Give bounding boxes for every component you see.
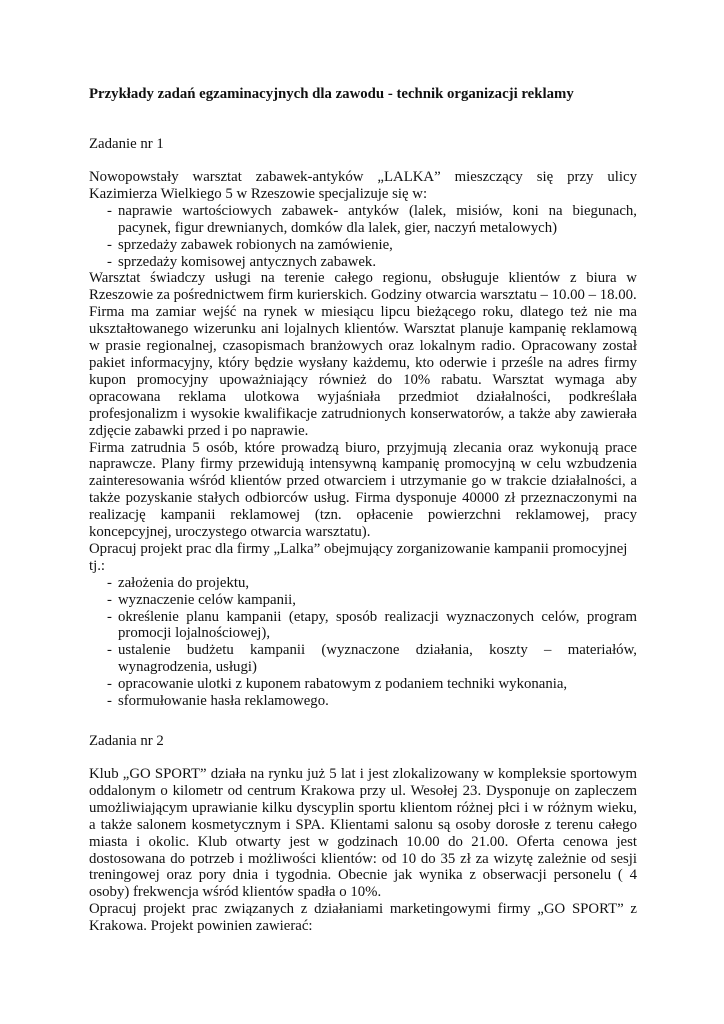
task1-body <box>89 169 637 710</box>
task2-paragraph-2: Opracuj projekt prac związanych z działaniami marketingowymi firmy „GO SPORT” z Krakowa. Projekt powinien zawierać: <box>89 901 637 935</box>
task1-paragraph-2: Firma ma zamiar wejść na rynek w miesiącu lipcu bieżącego roku, dlatego też nie ma ukształtowanego wizerunku ani lojalnych klientów. Warsztat planuje kampanię reklamową w prasie regionalnej, czasopismach branżowych oraz lokalnym radio. Opracowany został pakiet informacyjny, który będzie wysłany każdemu, kto oderwie i prześle na adres firmy kupon promocyjny upoważniający również do 10% rabatu. Warsztat wymaga aby opracowana reklama ulotkowa wyjaśniała przedmiot działalności, podkreślała profesjonalizm i wysokie kwalifikacje zatrudnionych konserwatorów, a także aby zawierała zdjęcie zabawki przed i po naprawie. <box>89 304 637 439</box>
task1-paragraph-3: Firma zatrudnia 5 osób, które prowadzą biuro, przyjmują zlecania oraz wykonują prace naprawcze. Plany firmy przewidują intensywną kampanię promocyjną w celu wzbudzenia zainteresowania wśród klientów przed otwarciem i utrzymanie go w trakcie działalności, a także pozyskanie stałych odbiorców usług. Firma dysponuje 40000 zł przeznaczonymi na realizację kampanii reklamowej (tzn. opłacenie powierzchni reklamowej, pracy koncepcyjnej, uroczystego otwarcia warsztatu). <box>89 439 637 541</box>
list-item: - naprawie wartościowych zabawek- antyków (lalek, misiów, koni na biegunach, pacynek, figur drewnianych, domków dla lalek, gier, naczyń metalowych) <box>89 203 637 237</box>
task1-heading: Zadanie nr 1 <box>89 136 164 152</box>
list-item: - sformułowanie hasła reklamowego. <box>89 693 637 710</box>
task1-paragraph-4: Opracuj projekt prac dla firmy „Lalka” obejmujący zorganizowanie kampanii promocyjnej tj.: <box>89 540 628 574</box>
list-item: - założenia do projektu, <box>89 575 637 592</box>
list-item: - sprzedaży komisowej antycznych zabawek. <box>89 254 637 271</box>
list-item: - określenie planu kampanii (etapy, sposób realizacji wyznaczonych celów, program promocji lojalnościowej), <box>89 609 637 643</box>
document-title: Przykłady zadań egzaminacyjnych dla zawodu - technik organizacji reklamy <box>89 86 574 102</box>
list-item: - wyznaczenie celów kampanii, <box>89 592 637 609</box>
list-item: - sprzedaży zabawek robionych na zamówienie, <box>89 237 637 254</box>
list-item: - opracowanie ulotki z kuponem rabatowym z podaniem techniki wykonania, <box>89 676 637 693</box>
list-item: - ustalenie budżetu kampanii (wyznaczone działania, koszty – materiałów, wynagrodzenia, usługi) <box>89 642 637 676</box>
task2-heading: Zadania nr 2 <box>89 733 164 749</box>
task1-paragraph-1: Warsztat świadczy usługi na terenie całego regionu, obsługuje klientów z biura w Rzeszowie za pośrednictwem firm kurierskich. Godziny otwarcia warsztatu – 10.00 – 18.00. <box>89 270 637 304</box>
task1-intro: Nowopowstały warsztat zabawek-antyków „LALKA” mieszczący się przy ulicy Kazimierza Wielkiego 5 w Rzeszowie specjalizuje się w: <box>89 169 637 202</box>
task1-requirements-list <box>89 575 637 710</box>
task2-paragraph-1: Klub „GO SPORT” działa na rynku już 5 lat i jest zlokalizowany w kompleksie sportowym oddalonym o kilometr od centrum Krakowa przy ul. Wesołej 23. Dysponuje on zapleczem umożliwiającym uprawianie kilku dyscyplin sportu klientom różnej płci i w różnym wieku, a także salonem kosmetycznym i SPA. Klientami salonu są osoby dorosłe z terenu całego miasta i okolic. Klub otwarty jest w godzinach 10.00 do 21.00. Oferta cenowa jest dostosowana do potrzeb i możliwości klientów: od 10 do 35 zł za wizytę zależnie od sesji treningowej oraz pory dnia i tygodnia. Obecnie jak wynika z obserwacji personelu ( 4 osoby) frekwencja wśród klientów spadła o 10%. <box>89 766 637 901</box>
task2-body <box>89 766 637 935</box>
task1-specialties-list <box>89 203 637 271</box>
